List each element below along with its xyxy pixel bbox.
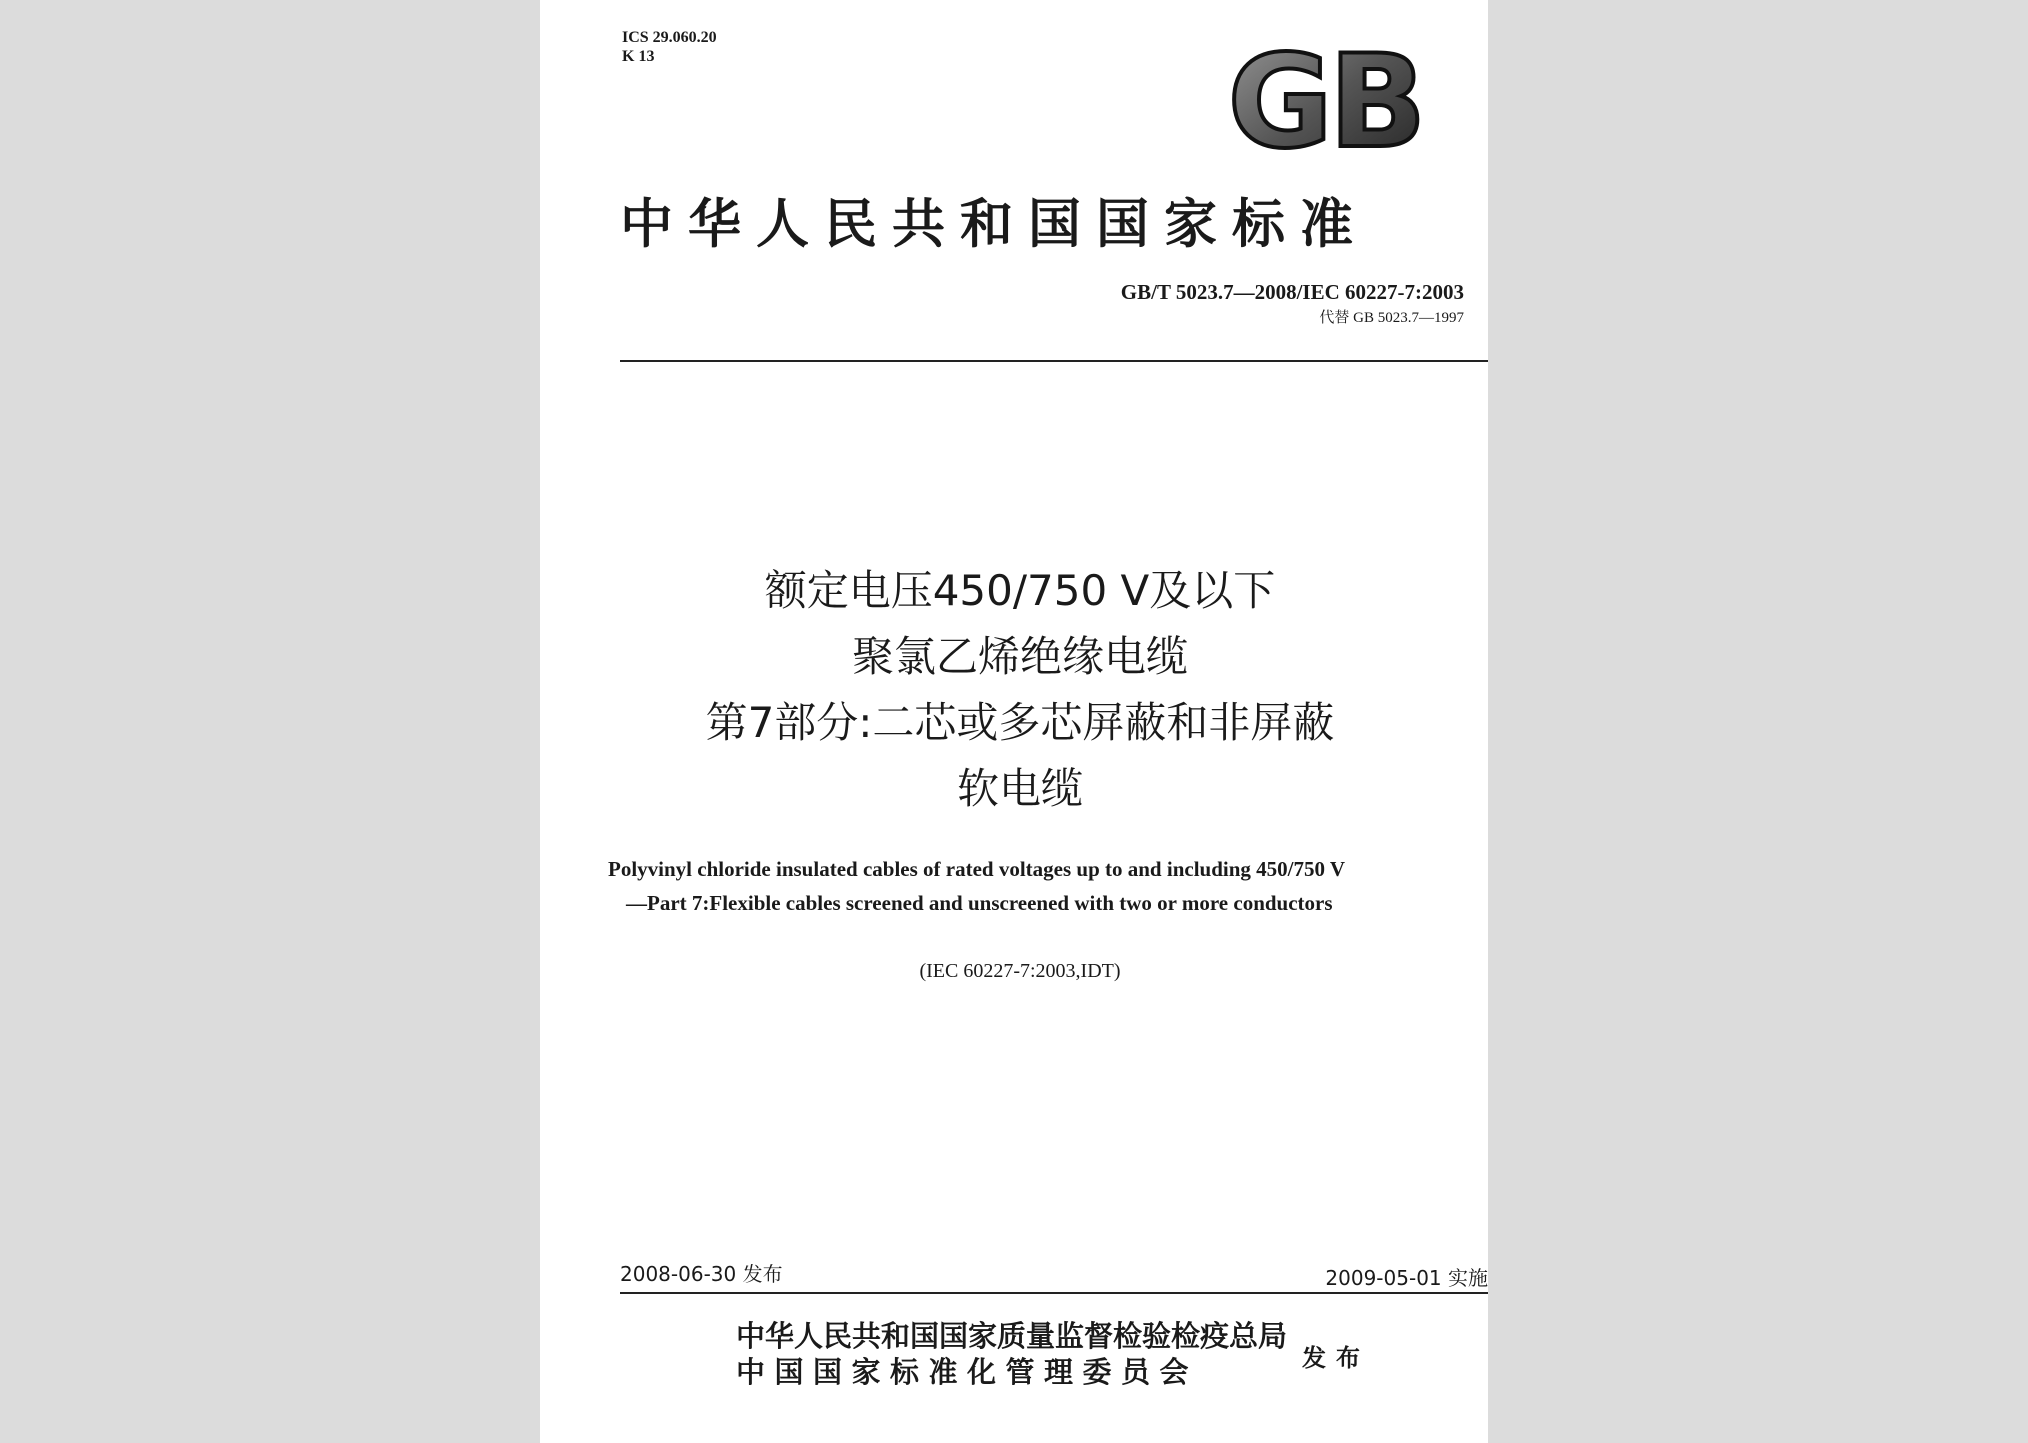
chinese-title-line-4: 软电缆: [956, 764, 1083, 813]
implementation-date: 2009-05-01 实施: [1325, 1266, 1488, 1290]
standard-number: GB/T 5023.7—2008/IEC 60227-7:2003: [1120, 280, 1464, 304]
gb-logo: [1220, 42, 1430, 157]
issuer-line-2: 中国国家标准化管理委员会: [736, 1355, 1199, 1389]
chinese-title-line-3: 第7部分:二芯或多芯屏蔽和非屏蔽: [705, 698, 1335, 747]
english-title-line-2: —Part 7:Flexible cables screened and unscreened with two or more conductors: [626, 891, 1333, 915]
chinese-title-line-1: 额定电压450/750 V及以下: [764, 566, 1276, 615]
ccs-code: K 13: [622, 48, 655, 65]
standard-title: 中华人民共和国国家标准: [620, 193, 1368, 255]
equivalence-note: (IEC 60227-7:2003,IDT): [919, 960, 1121, 982]
gb-logo-text: GB: [1227, 42, 1423, 157]
replaces-note: 代替 GB 5023.7—1997: [1319, 310, 1464, 326]
issuing-authorities: [736, 1318, 1287, 1390]
footer-rule: [620, 1292, 1488, 1294]
english-title-line-1: Polyvinyl chloride insulated cables of rated voltages up to and including 450/750 V: [608, 857, 1346, 881]
issue-date: 2008-06-30 发布: [620, 1262, 783, 1286]
publish-label: 发布: [1302, 1343, 1370, 1372]
chinese-title-line-2: 聚氯乙烯绝缘电缆: [851, 632, 1188, 681]
ics-code: ICS 29.060.20: [622, 29, 717, 46]
chinese-title: [540, 558, 1488, 822]
classification-codes: [622, 28, 717, 66]
english-title: [608, 852, 1488, 920]
document-page: [540, 0, 1488, 1443]
issuer-line-1: 中华人民共和国国家质量监督检验检疫总局: [736, 1319, 1288, 1353]
header-rule: [620, 360, 1488, 362]
